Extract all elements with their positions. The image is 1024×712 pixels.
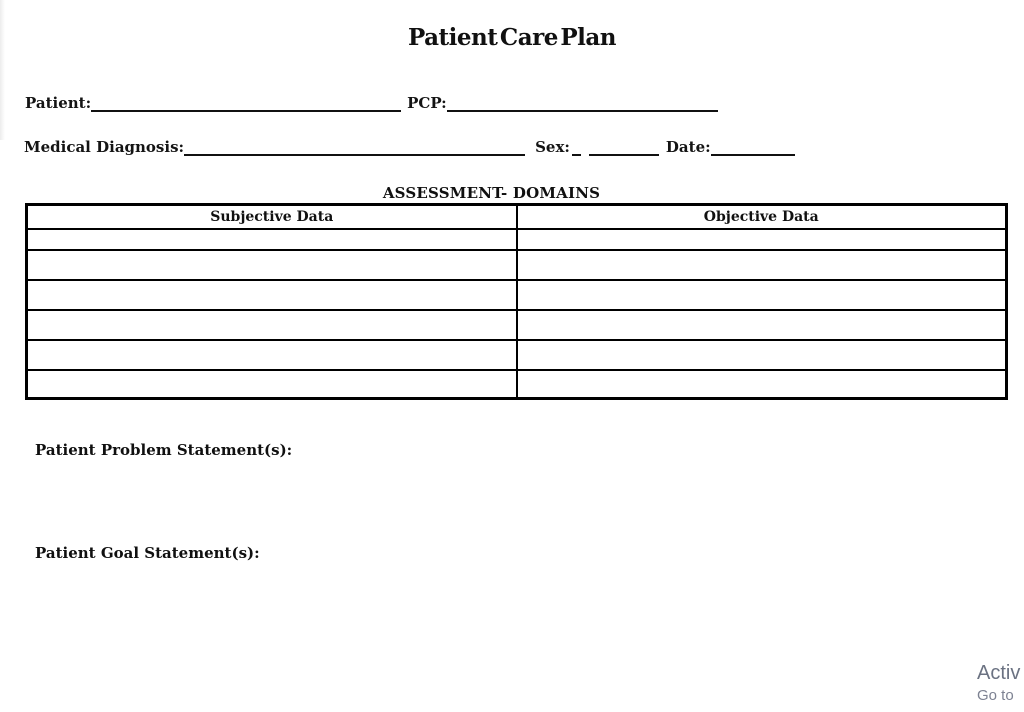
table-cell[interactable] [27,229,517,250]
table-cell[interactable] [27,370,517,398]
page-title: Patient Care Plan [407,24,617,51]
date-label: Date: [665,138,711,156]
goal-statement-label: Patient Goal Statement(s): [35,544,260,562]
patient-pcp-row [25,93,718,112]
table-row [27,250,1007,280]
table-cell[interactable] [517,340,1007,370]
diagnosis-sex-date-row [24,137,795,156]
table-row [27,280,1007,310]
medical-diagnosis-field-blank[interactable] [184,137,525,156]
patient-label: Patient: [25,94,92,112]
medical-diagnosis-label: Medical Diagnosis: [24,138,185,156]
table-cell[interactable] [517,280,1007,310]
patient-field-blank[interactable] [91,93,401,112]
table-row [27,370,1007,398]
table-cell[interactable] [517,250,1007,280]
table-cell[interactable] [27,310,517,340]
windows-activation-watermark [977,662,1020,704]
table-header-row [27,205,1007,230]
watermark-activate-text: Activ [977,662,1021,684]
assessment-domains-heading: ASSESSMENT- DOMAINS [382,184,601,202]
table-row [27,229,1007,250]
pcp-field-blank[interactable] [447,93,718,112]
table-cell[interactable] [27,280,517,310]
assessment-table-body [27,229,1007,398]
table-row [27,340,1007,370]
date-field-blank[interactable] [711,137,795,156]
table-cell[interactable] [517,229,1007,250]
table-cell[interactable] [517,370,1007,398]
watermark-go-to-text: Go to [977,687,1014,704]
table-row [27,310,1007,340]
problem-statement-label: Patient Problem Statement(s): [35,441,293,459]
column-header-objective-data: Objective Data [517,205,1007,230]
sex-field-mark [572,137,581,156]
table-cell[interactable] [27,340,517,370]
sex-field-blank[interactable] [589,137,659,156]
table-cell[interactable] [27,250,517,280]
table-cell[interactable] [517,310,1007,340]
pcp-label: PCP: [407,94,447,112]
assessment-table [25,203,1008,400]
sex-label: Sex: [535,138,570,156]
column-header-subjective-data: Subjective Data [27,205,517,230]
